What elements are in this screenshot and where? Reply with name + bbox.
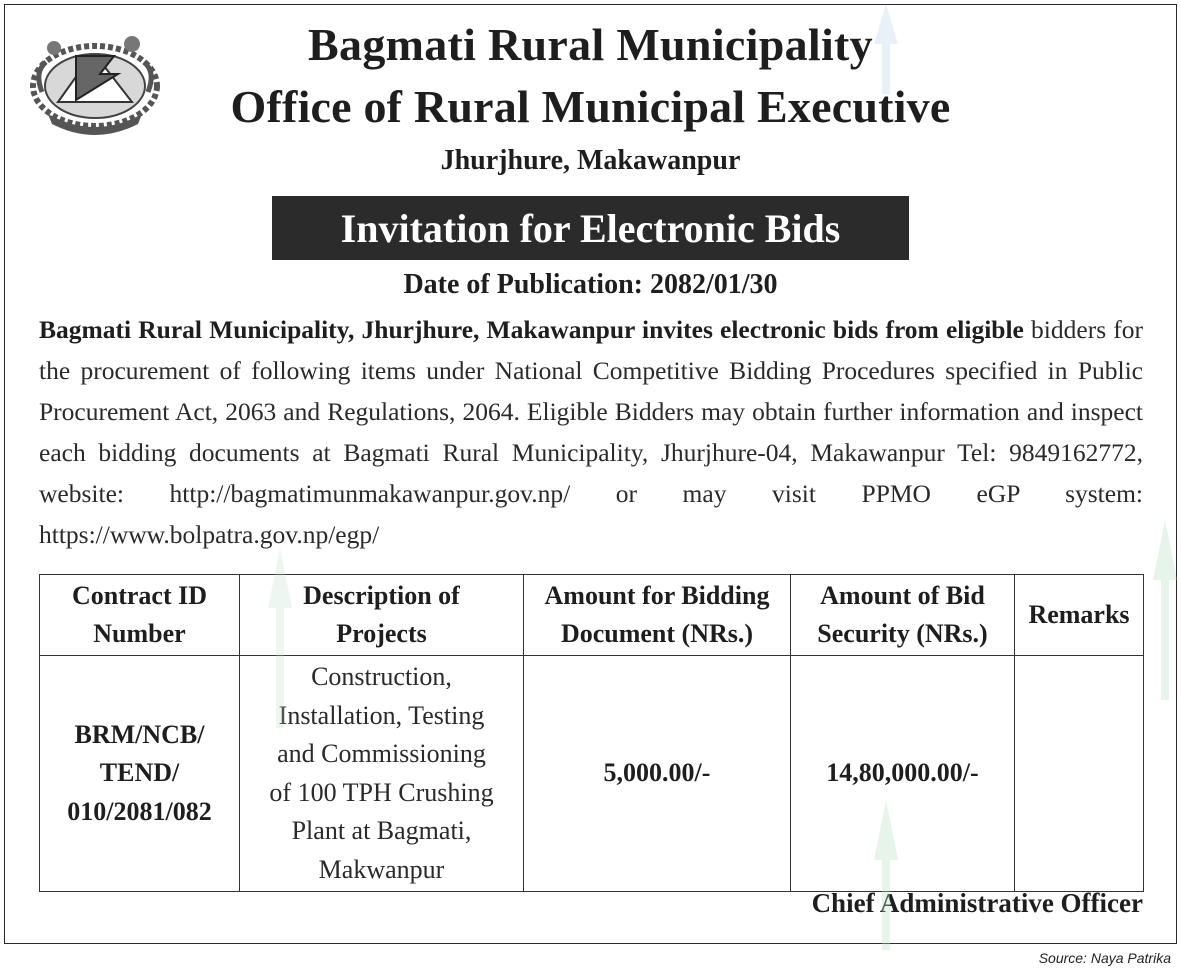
office-location: Jhurjhure, Makawanpur [440, 145, 741, 176]
table-header-row [40, 575, 1144, 656]
header-bidding-document-amount: Amount for Bidding Document (NRs.) [524, 575, 791, 656]
bids-table [39, 574, 1144, 892]
cell-description: Construction, Installation, Testing and Commissioning of 100 TPH Crushing Plant at Bagmati, Makwanpur [240, 656, 524, 892]
notice-body [39, 309, 1143, 555]
header-remarks: Remarks [1015, 575, 1144, 656]
office-title: Office of Rural Municipal Executive [230, 81, 951, 132]
publication-date: Date of Publication: 2082/01/30 [403, 269, 778, 300]
signatory-title: Chief Administrative Officer [811, 888, 1143, 918]
cell-bidding-document-amount: 5,000.00/- [524, 656, 791, 892]
header-description: Description of Projects [240, 575, 524, 656]
header-contract-id: Contract ID Number [40, 575, 240, 656]
cell-contract-id: BRM/NCB/ TEND/ 010/2081/082 [40, 656, 240, 892]
banner-text: Invitation for Electronic Bids [340, 205, 841, 251]
table-row [40, 656, 1144, 892]
municipality-title: Bagmati Rural Municipality [308, 19, 873, 70]
cell-bid-security-amount: 14,80,000.00/- [791, 656, 1015, 892]
source-credit: Source: Naya Patrika [1038, 950, 1171, 966]
notice-body-rest: bidders for the procurement of following items under National Competitive Bidding Procedures specified in Public Procurement Act, 2063 and Regulations, 2064. Eligible Bidders may obtain further information and inspect each bidding documents at Bagmati Rural Municipality, Jhurjhure-04, Makawanpur Tel: 9849162772, website: http://bagmatimunmakawanpur.gov.np/ or may visit PPMO eGP system: https://www.bolpatra.gov.np/egp/ [39, 315, 1144, 549]
cell-remarks [1015, 656, 1144, 892]
notice-body-lead: Bagmati Rural Municipality, Jhurjhure, Makawanpur invites electronic bids from eligible [39, 315, 1024, 344]
notice-banner [272, 196, 909, 260]
header-bid-security-amount: Amount of Bid Security (NRs.) [791, 575, 1015, 656]
